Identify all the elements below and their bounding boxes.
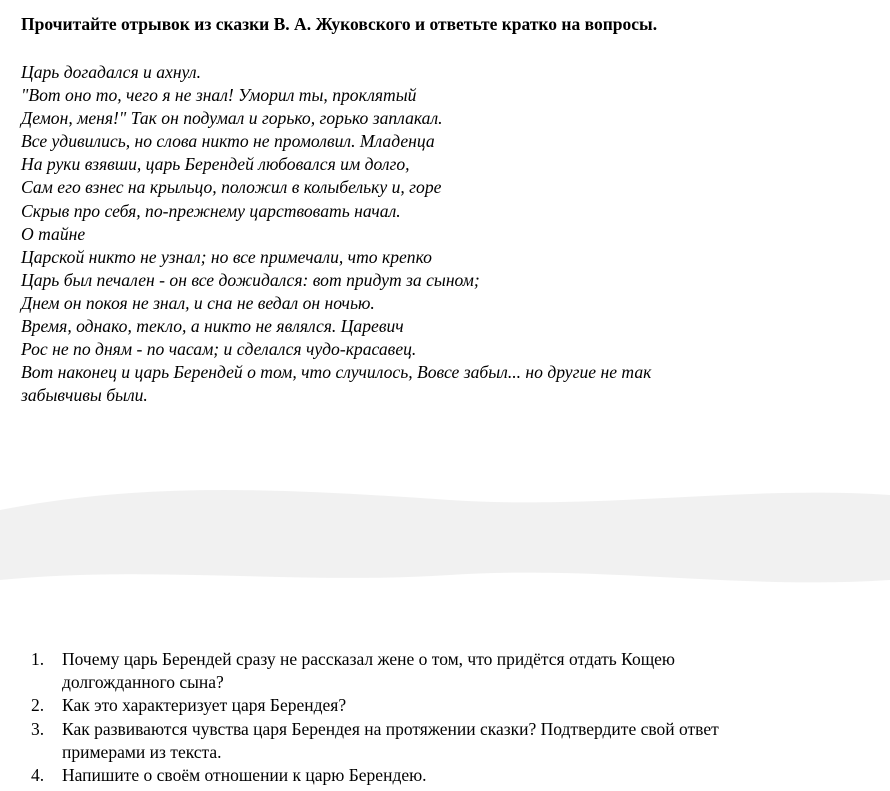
question-text: Как это характеризует царя Берендея? xyxy=(62,695,347,716)
question-item xyxy=(0,718,782,764)
question-text: Напишите о своём отношении к царю Берендею. xyxy=(62,765,427,786)
question-number: 2. xyxy=(31,695,45,716)
poem-line: Скрыв про себя, по-прежнему царствовать начал. xyxy=(21,200,401,221)
question-list xyxy=(0,648,890,787)
task-heading: Прочитайте отрывок из сказки В. А. Жуковского и ответьте кратко на вопросы. xyxy=(21,14,658,34)
poem-line: Рос не по дням - по часам; и сделался чудо-красавец. xyxy=(21,339,417,360)
question-text: Как развиваются чувства царя Берендея на протяжении сказки? Подтвердите свой ответ примерами из текста. xyxy=(62,718,719,762)
question-number: 1. xyxy=(31,649,45,669)
poem-line: "Вот оно то, чего я не знал! Уморил ты, проклятый xyxy=(21,85,417,106)
question-item xyxy=(0,694,782,717)
poem-line: Днем он покоя не знал, и сна не ведал он ночью. xyxy=(21,292,375,313)
poem-line: Сам его взнес на крыльцо, положил в колыбельку и, горе xyxy=(21,177,442,198)
poem-line: Царь был печален - он все дожидался: вот придут за сыном; xyxy=(21,269,480,290)
poem-line: Демон, меня!" Так он подумал и горько, горько заплакал. xyxy=(21,108,443,129)
question-text: Почему царь Берендей сразу не рассказал жене о том, что придётся отдать Кощею долгожданного сына? xyxy=(62,649,676,693)
question-number: 3. xyxy=(31,718,45,739)
poem-line: На руки взявши, царь Берендей любовался им долго, xyxy=(21,154,410,175)
poem-line: Вот наконец и царь Берендей о том, что случилось, Вовсе забыл... но другие не так xyxy=(21,362,652,383)
question-number: 4. xyxy=(31,765,45,786)
question-item xyxy=(0,648,782,694)
poem-line: О тайне xyxy=(21,223,86,244)
faint-watermark xyxy=(0,470,890,600)
poem-line: Царь догадался и ахнул. xyxy=(21,62,201,82)
poem-line: Время, однако, текло, а никто не являлся. Царевич xyxy=(21,316,404,337)
poem-line: забывчивы были. xyxy=(21,385,148,406)
question-item xyxy=(0,764,782,787)
poem-line: Царской никто не узнал; но все примечали, что крепко xyxy=(21,246,432,267)
poem-excerpt xyxy=(21,61,861,407)
poem-line: Все удивились, но слова никто не промолвил. Младенца xyxy=(21,131,435,152)
